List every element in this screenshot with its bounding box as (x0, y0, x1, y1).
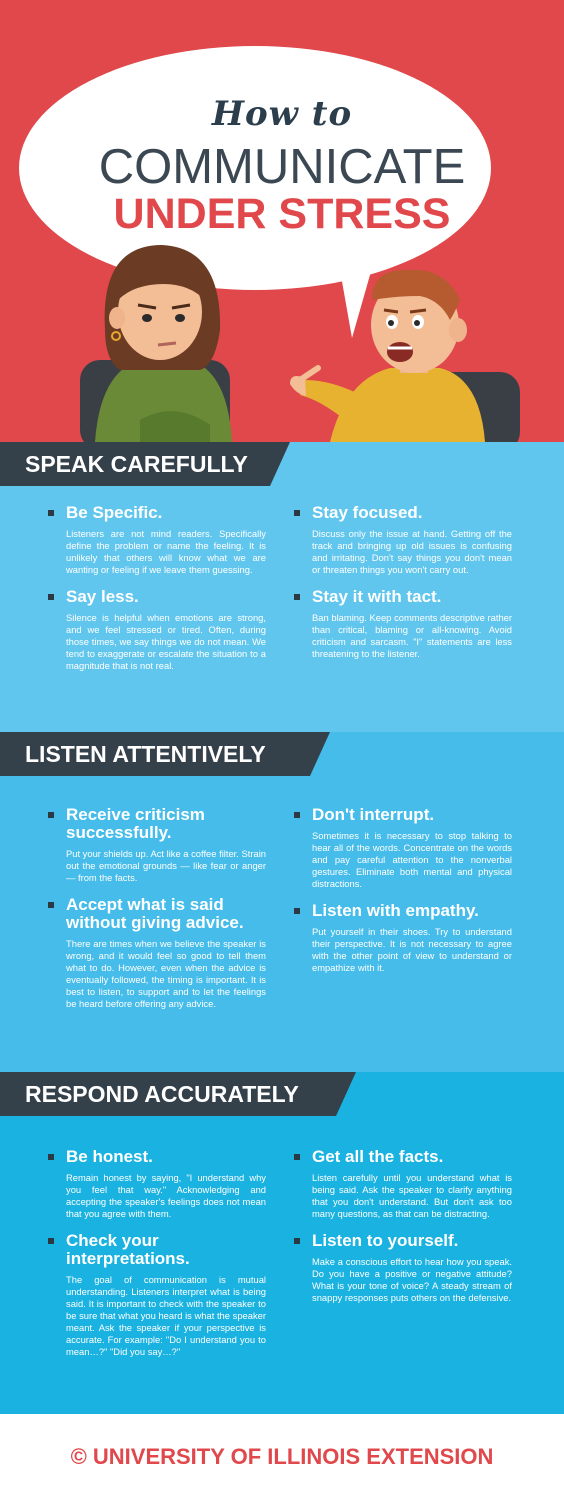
section-speak-carefully (0, 442, 564, 732)
section-title: SPEAK CAREFULLY (0, 442, 270, 486)
tip-heading: Accept what is said without giving advice. (66, 896, 266, 932)
tip-heading: Check your interpretations. (66, 1232, 266, 1268)
people-illustration (0, 0, 564, 442)
left-column (66, 504, 266, 684)
tip-body: Remain honest by saying, "I understand why you feel that way." Acknowledging and accepting the speaker's feelings does not mean that you agree with them. (66, 1172, 266, 1219)
tip-heading: Stay focused. (312, 504, 512, 522)
tip-heading: Don't interrupt. (312, 806, 512, 824)
tip-body: Silence is helpful when emotions are strong, and we feel stressed or tired. Often, during those times, we say things we do not mean. We tend to exaggerate or escalate the situation to a magnitude that is not real. (66, 612, 266, 671)
right-column (312, 1148, 512, 1316)
right-column (312, 806, 512, 986)
tip-item (66, 588, 266, 672)
tip-item (312, 902, 512, 974)
section-respond-accurately (0, 1072, 564, 1414)
left-column (66, 1148, 266, 1370)
tip-item (312, 504, 512, 576)
section-title: RESPOND ACCURATELY (0, 1072, 336, 1116)
tip-heading: Stay it with tact. (312, 588, 512, 606)
tip-heading: Listen to yourself. (312, 1232, 512, 1250)
tip-body: There are times when we believe the speaker is wrong, and it would feel so good to tell them what to do. However, even when the advice is eventually followed, the timing is important. It is best to listen, to support and to let the feelings be heard before offering any advice. (66, 938, 266, 1009)
tip-body: Put yourself in their shoes. Try to understand their perspective. It is not necessary to agree with the other point of view to understand or empathize with it. (312, 926, 512, 973)
right-column (312, 504, 512, 672)
tip-heading: Say less. (66, 588, 266, 606)
tip-item (312, 1232, 512, 1304)
section-listen-attentively (0, 732, 564, 1072)
page-subtitle: UNDER STRESS (113, 190, 451, 238)
title-howto: How to (211, 94, 353, 134)
footer (0, 1414, 564, 1501)
tip-body: Put your shields up. Act like a coffee filter. Strain out the emotional grounds — like fear or anger — from the facts. (66, 848, 266, 883)
tip-item (66, 1148, 266, 1220)
tip-heading: Receive criticism successfully. (66, 806, 266, 842)
footer-credit: © UNIVERSITY OF ILLINOIS EXTENSION (70, 1444, 494, 1469)
tip-item (312, 806, 512, 890)
tip-item (66, 896, 266, 1010)
tip-body: Listeners are not mind readers. Specifically define the problem or name the feeling. It is unlikely that others will know what we are wanting or feeling if we leave them guessing. (66, 528, 266, 575)
tip-item (312, 588, 512, 660)
tip-heading: Listen with empathy. (312, 902, 512, 920)
tip-body: Ban blaming. Keep comments descriptive rather than critical, blaming or all-knowing. Avoid criticism and sarcasm. "I" statements are less threatening to the listener. (312, 612, 512, 659)
tip-item (66, 1232, 266, 1358)
page-title: COMMUNICATE (98, 140, 466, 194)
tip-heading: Get all the facts. (312, 1148, 512, 1166)
tip-heading: Be Specific. (66, 504, 266, 522)
tip-item (312, 1148, 512, 1220)
header (0, 0, 564, 442)
tip-body: The goal of communication is mutual understanding. Listeners interpret what is being said. It is important to check with the speaker to be sure that what you heard is what the speaker meant. Ask the speaker if your perspective is accurate. For example: "Do I understand you to mean…?" "Did you say…?" (66, 1274, 266, 1357)
tip-body: Discuss only the issue at hand. Getting off the track and bringing up old issues is confusing and irritating. Don't say things you don't mean or threaten things you won't carry out. (312, 528, 512, 575)
tip-item (66, 504, 266, 576)
tip-body: Listen carefully until you understand what is being said. Ask the speaker to clarify anything that you don't understand. But don't ask too many questions, as that can be distracting. (312, 1172, 512, 1219)
tip-heading: Be honest. (66, 1148, 266, 1166)
section-title: LISTEN ATTENTIVELY (0, 732, 310, 776)
tip-body: Make a conscious effort to hear how you speak. Do you have a positive or negative attitude? What is your tone of voice? A steady stream of snappy responses puts others on the defensive. (312, 1256, 512, 1303)
tip-item (66, 806, 266, 884)
left-column (66, 806, 266, 1022)
tip-body: Sometimes it is necessary to stop talking to hear all of the words. Concentrate on the words and pay careful attention to the nonverbal gestures. Eliminate both mental and physical distractions. (312, 830, 512, 889)
